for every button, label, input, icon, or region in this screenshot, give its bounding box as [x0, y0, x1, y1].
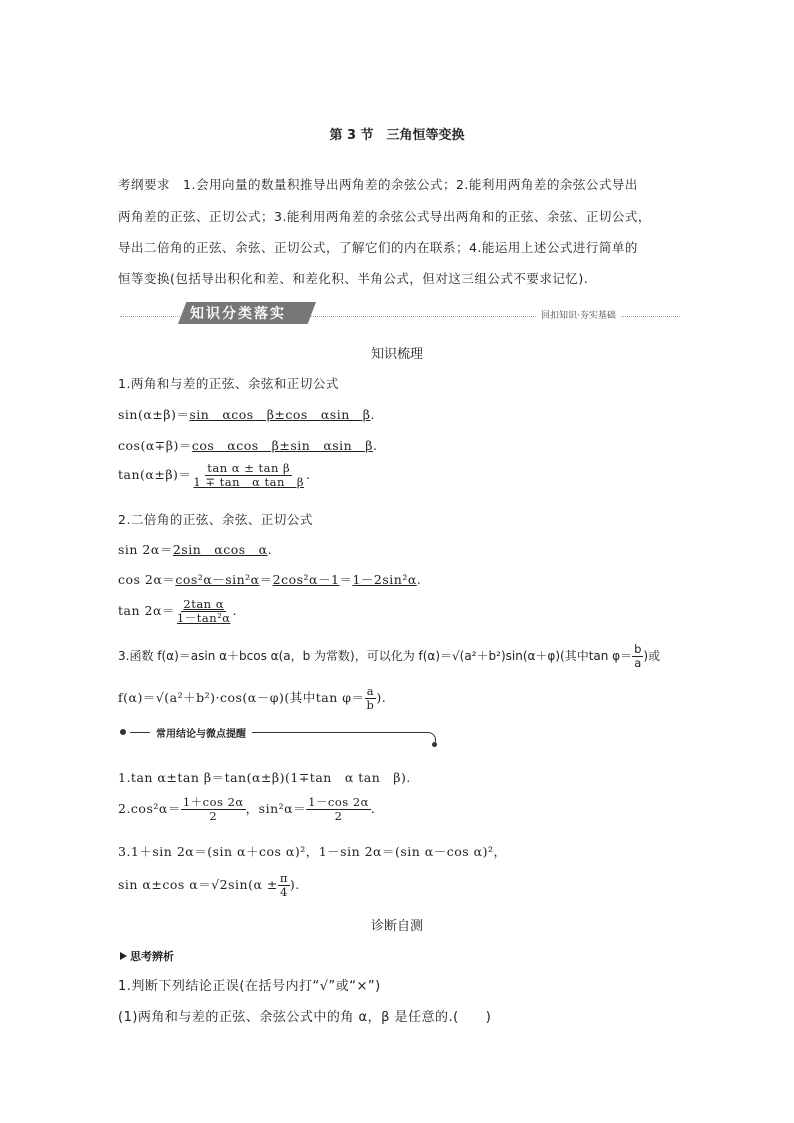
section-title-knowledge: 知识梳理 [370, 347, 423, 362]
heading-2: 2.二倍角的正弦、余弦、正切公式 [118, 512, 313, 527]
formula-cos-double: cos 2α＝cos²α－sin²α＝2cos²α－1＝1－2sin²α. [118, 572, 422, 587]
triangle-icon [120, 952, 127, 960]
banner-left-text: 知识分类落实 [190, 306, 286, 322]
tips-title: 常用结论与微点提醒 [150, 725, 252, 740]
formula-tan-sum: tan(α±β)＝ $\frac{\text{tan α ± tan β}}{\text{1 ∓ tan α tan β}}$ . [118, 461, 311, 489]
formula-tan-double: tan 2α＝ $\frac{\text{2tan α}}{\text{1－tan²α}}$ . [118, 597, 237, 625]
heading-3: 3.函数 f(α)＝asin α＋bcos α(a，b 为常数)，可以化为 f(α)＝√(a²＋b²)sin(α＋φ)(其中tan φ＝ $\frac{b}{a}$ )或 [118, 642, 661, 670]
formula-sin-sum: sin(α±β)＝sin αcos β±cos αsin β. [118, 407, 375, 422]
syllabus-line-2: 两角差的正弦、正切公式；3.能利用两角差的余弦公式导出两角和的正弦、余弦、正切公式， [118, 209, 651, 224]
page-title: 第 3 节 三角恒等变换 [329, 128, 465, 143]
formula-aux-angle: f(α)＝√(a²＋b²)·cos(α－φ)(其中tan φ＝ $\frac{a}{b}$ ). [118, 684, 387, 712]
tips-dot-left [120, 729, 126, 735]
syllabus-label: 考纲要求 [118, 177, 171, 192]
syllabus-line-1: 考纲要求 1.会用向量的数量积推导出两角差的余弦公式；2.能利用两角差的余弦公式导出 [118, 177, 638, 192]
formula-cos-sum: cos(α∓β)＝cos αcos β±sin αsin β. [118, 438, 378, 453]
tip-3: 3.1＋sin 2α＝(sin α＋cos α)²，1－sin 2α＝(sin α－cos α)²， [118, 844, 507, 859]
syllabus-line-3: 导出二倍角的正弦、余弦、正切公式，了解它们的内在联系；4.能运用上述公式进行简单的 [118, 240, 638, 255]
tip-4: sin α±cos α＝√2sin(α ± $\frac{\pi}{4}$ ). [118, 871, 300, 899]
heading-1: 1.两角和与差的正弦、余弦和正切公式 [118, 376, 339, 391]
question-1-1: (1)两角和与差的正弦、余弦公式中的角 α，β 是任意的.( ) [118, 1010, 492, 1025]
tip-1: 1.tan α±tan β＝tan(α±β)(1∓tan α tan β). [118, 770, 411, 785]
banner-right-text: 回扣知识·夯实基础 [537, 308, 620, 321]
question-1: 1.判断下列结论正误(在括号内打“√”或“×”) [118, 979, 381, 994]
syllabus-line-4: 恒等变换(包括导出积化和差、和差化积、半角公式，但对这三组公式不要求记忆). [118, 271, 589, 286]
tip-2: 2.cos²α＝ $\frac{1+\cos 2\alpha}{2}$ ，sin²α＝ $\frac{1-\cos 2\alpha}{2}$ . [118, 795, 376, 823]
formula-sin-double: sin 2α＝2sin αcos α. [118, 542, 273, 557]
think-label: 思考辨析 [120, 948, 174, 964]
tips-dot-right [432, 742, 437, 747]
section-title-diagnosis: 诊断自测 [370, 919, 423, 934]
